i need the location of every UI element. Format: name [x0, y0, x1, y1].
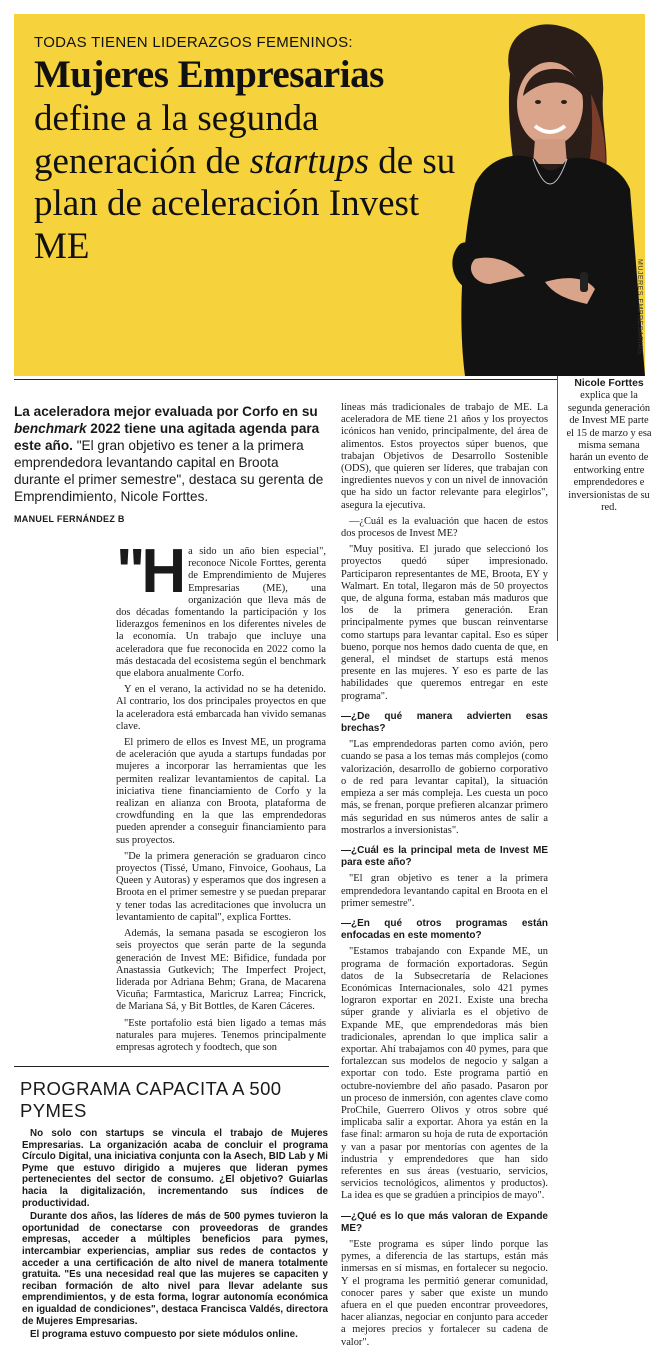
hero-banner	[14, 14, 645, 376]
lead-paragraph	[14, 403, 326, 505]
answer-3: "Estamos trabajando con Expande ME, un programa de formación exportadoras. Según datos de la Subsecretaría de Relaciones Económicas Internacionales, solo 421 pymes lograron exportar en 2021. Existe una brecha súper grande y aliviarla es el objetivo de Expande ME, que emprendedoras más bien tradicionales, aprendan lo que implica salir a exportar. Ahí trabajamos con 40 pymes, para que fortalezcan sus modelos de negocio y salgan a exportar con todo. Este programa partió en octubre-noviembre del año pasado. Pasaron por un proceso de inmersión, con agentes clave como ProChile, Guerrero Olivos y otros sobre qué implicaba salir a exportar. Ahora ya están en la fase final: armaron su hoja de ruta de exportación y van a pasar por mentorías con agentes de la industria y emprendedores que han sido referentes en sus áreas (vestuario, servicios, servicios tecnológicos, alimentos y productos). La idea es que se gradúen a principios de mayo".	[341, 946, 548, 1202]
article-p2: Y en el verano, la actividad no se ha detenido. Al contrario, los dos principales proyectos en que la aceleradora está embarcada han vivido semanas clave.	[116, 684, 326, 732]
box-text	[22, 1128, 328, 1341]
article-p6: "Este portafolio está bien ligado a temas más naturales para mujeres. Tenemos principalmente empresas agrotech y foodtech, que son	[116, 1017, 326, 1053]
article-column-2	[341, 402, 548, 1353]
answer-2: "El gran objetivo es tener a la primera emprendedora levantando capital en Broota en el primer semestre".	[341, 873, 548, 909]
article-c2p1: líneas más tradicionales de trabajo de ME. La aceleradora de ME tiene 21 años y los proyectos icónicos han venido, principalmente, del área de alimentos. Estos proyectos súper buenos, que trabajan Objetivos de Desarrollo Sostenible (ODS), que quieren ser líderes, que trabajan con ingredientes nuevos y con un nivel de innovación que ha sido un factor relevante para elegirlos", asegura la ejecutiva.	[341, 402, 548, 511]
question-2: —¿Cuál es la principal meta de Invest ME para este año?	[341, 844, 548, 869]
article-p1: a sido un año bien especial", reconoce Nicole Forttes, gerenta de Emprendimiento de Mujeres Empresarias (ME), una organización que lleva más de dos décadas fomentando la participación y los liderazgos femeninos en los diferentes niveles de la economía. Un trabajo que incluye una aceleradora que fue reconocida en 2022 como la más destacada del ecosistema según el benchmark que elabora anualmente Corfo.	[116, 546, 326, 680]
portrait-photo	[415, 14, 645, 376]
dropcap: "H	[116, 537, 183, 606]
headline-part-1: define a la segunda generación de	[34, 98, 319, 182]
box-title: PROGRAMA CAPACITA A 500 PYMES	[20, 1078, 282, 1121]
sidebar-box	[14, 1066, 329, 1341]
article-column-1	[116, 537, 326, 1058]
headline-part-2: de su plan de aceleración Invest ME	[34, 140, 456, 267]
question-3: —¿En qué otros programas están enfocadas en este momento?	[341, 917, 548, 942]
answer-4: "Este programa es súper lindo porque las pymes, a diferencia de las startups, están más inmersas en sí mismas, en fortalecer su negocio. Y el programa les permitió generar comunidad, conocer pares y saber que existe un mundo afuera en el que pueden encontrar proveedores, hacer alianzas, negociar en conjunto para acceder a mejores precios y fortalecer su cadena de valor".	[341, 1239, 548, 1348]
caption-name: Nicole Forttes	[574, 378, 644, 389]
headline-italic: startups	[249, 140, 369, 182]
article-c2p2: —¿Cuál es la evaluación que hacen de estos dos procesos de Invest ME?	[341, 515, 548, 540]
question-4: —¿Qué es lo que más valoran de Expande ME?	[341, 1210, 548, 1234]
box-p2: Durante dos años, las líderes de más de 500 pymes tuvieron la oportunidad de conectarse con proveedoras de grandes empresas, acceder a múltiples beneficios para pymes, intercambiar experiencias, ampliar sus redes de contactos y acceder a una certificación de alto nivel de manera totalmente gratuita. "Es una necesidad real que las mujeres se capaciten y reciban formación de alto nivel para llevar adelante sus emprendimientos, y de esta forma, lograr autonomía económica en igualdad de condiciones", destaca Francisca Valdés, directora de Mujeres Empresarias.	[22, 1211, 328, 1327]
lead-bold-2: 2022 tiene una agitada agenda para este año.	[14, 421, 320, 453]
headline-rest	[34, 98, 474, 268]
article-c2p3: "Muy positiva. El jurado que seleccionó los proyectos quedó súper impresionado. Participaron representantes de ME, Broota, EY y Walmart. En total, llegaron más de 50 proyectos que, de alguna forma, estaban más maduros que los de la primera generación. Eran principalmente pymes que buscan reinventarse como startups para levantar capital. Eso es súper bueno, porque nos hemos dado cuenta de que, en general, el mindset de startups está menos presente en las mujeres. Y eso es parte de las habilidades que queremos entregar en este programa".	[341, 544, 548, 702]
article-p3: El primero de ellos es Invest ME, un programa de aceleración que ayuda a startups fundadas por mujeres a incorporar las herramientas que les permiten realizar levantamientos de capital. La iniciativa tiene financiamiento de Corfo y la realizan en alianza con Broota, plataforma de crowdfunding en la que las emprendedoras pueden aprender a conseguir financiamiento para sus proyectos.	[116, 737, 326, 846]
box-p1: No solo con startups se vincula el trabajo de Mujeres Empresarias. La organización acaba de concluir el programa Círculo Digital, una iniciativa conjunta con la Asech, BID Lab y Mi Pyme que estuvo dirigido a mujeres que lideran pymes pertenecientes del sector de consumo. ¿El objetivo? Guiarlas hacia la digitalización, incrementando sus índices de productividad.	[22, 1128, 328, 1209]
question-1: —¿De qué manera advierten esas brechas?	[341, 710, 548, 735]
article-p4: "De la primera generación se graduaron cinco proyectos (Tissé, Umano, Finvoice, Goohaus, La Queen y Autoras) y esperamos que dos ingresen a Broota en el primer semestre y se puedan preparar y tener todas las acreditaciones que involucra un levantamiento de capital", explica Forttes.	[116, 850, 326, 923]
lead-regular: "El gran objetivo es tener a la primera emprendedora levantando capital en Broota durante el primer semestre", destaca su gerenta de Emprendimiento, Nicole Forttes.	[14, 438, 324, 504]
photo-credit: MUJERES EMPRESARIAS	[636, 259, 643, 355]
headline	[34, 52, 474, 268]
article-p5: Además, la semana pasada se escogieron los seis proyectos que serán parte de la segunda generación de Invest ME: Bifidice, fundada por Anastassia Gutkevich; The Imperfect Project, liderada por Adriana Behm; Grana, de Macarena Vicuña; Farmtastica, Maricruz Larrea; Fincrick, de Mariana Sá, y Bit Bottles, de Karen Cáceres.	[116, 928, 326, 1013]
photo-caption	[566, 378, 652, 514]
headline-bold: Mujeres Empresarias	[34, 53, 384, 96]
byline: MANUEL FERNÁNDEZ B	[14, 514, 125, 524]
column-rule-vertical	[557, 376, 558, 641]
box-p3: El programa estuvo compuesto por siete módulos online.	[30, 1329, 298, 1341]
caption-text: explica que la segunda generación de Invest ME parte el 15 de marzo y esa misma semana harán un evento de entworking entre emprendedores e inversionistas de su red.	[566, 390, 652, 514]
lead-bold-1: La aceleradora mejor evaluada por Corfo en su	[14, 404, 318, 419]
answer-1: "Las emprendedoras parten como avión, pero cuando se pasa a los temas más complejos (como valorización, desarrollo de gobierno corporativo o de red para levantar capital), la situación empieza a ser más compleja. Les cuesta un poco más, se frenan, porque prefieren alcanzar primero más seguridad en sus números antes de salir a mostrarlos a inversionistas".	[341, 739, 548, 836]
kicker: TODAS TIENEN LIDERAZGOS FEMENINOS:	[34, 34, 353, 51]
column-rule-top	[14, 379, 557, 380]
lead-bold-italic: benchmark	[14, 421, 87, 436]
